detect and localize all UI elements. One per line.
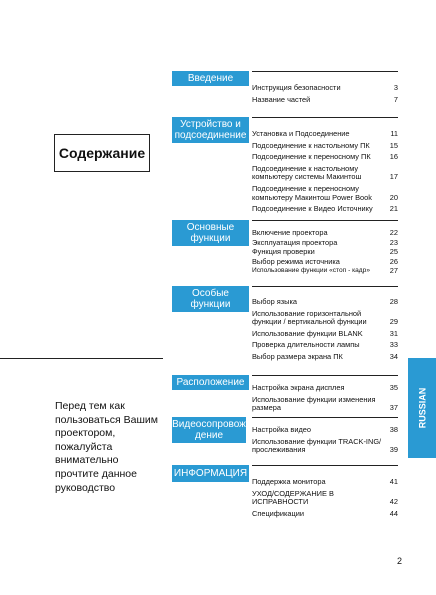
entry-page: 37 <box>389 403 398 413</box>
entry-page: 41 <box>389 477 398 486</box>
entry-page: 21 <box>389 204 398 214</box>
toc-entry[interactable] <box>252 510 398 519</box>
toc-entry[interactable] <box>252 426 398 435</box>
entry-text: Проверка длительности лампы <box>252 340 360 350</box>
intro-text: Перед тем как пользоваться Вашим проектором, пожалуйста внимательно прочтите данное руководство <box>55 400 158 494</box>
entry-text: Эксплуатация проектора <box>252 237 338 247</box>
section-entries <box>252 375 398 416</box>
toc-entry[interactable] <box>252 384 398 393</box>
entry-text: Использование функции TRACK-ING/прослеживания <box>252 436 382 455</box>
section-entries <box>252 220 398 277</box>
entry-text: Спецификации <box>252 508 305 518</box>
entry-page: 28 <box>389 297 398 306</box>
entry-page: 31 <box>389 328 398 338</box>
entry-page: 27 <box>389 266 398 276</box>
entry-text: Подсоединение к переносному компьютеру Макинтош Power Book <box>252 183 372 202</box>
entry-text: Выбор языка <box>252 297 297 306</box>
toc-entry[interactable] <box>252 165 398 182</box>
title-divider <box>0 358 163 359</box>
toc-entry[interactable] <box>252 490 398 507</box>
toc-entry[interactable] <box>252 239 398 248</box>
entry-page: 39 <box>389 445 398 455</box>
section-entries <box>252 71 398 107</box>
entry-page: 16 <box>389 152 398 162</box>
section-entries <box>252 117 398 217</box>
toc-entry[interactable] <box>252 229 398 238</box>
entry-text: Функция проверки <box>252 247 315 257</box>
entry-text: Выбор размера экрана ПК <box>252 351 343 361</box>
section-title: Видеосопровождение <box>172 419 246 441</box>
toc-entry[interactable] <box>252 84 398 93</box>
toc-entry[interactable] <box>252 310 398 327</box>
section-title: ИНФОРМАЦИЯ <box>172 465 249 482</box>
section-title: Расположение <box>172 375 249 390</box>
page-number: 2 <box>397 556 403 566</box>
entry-page: 35 <box>389 383 398 392</box>
toc-entry[interactable] <box>252 353 398 362</box>
entry-text: Подсоединение к настольному компьютеру системы Макинтош <box>252 163 362 182</box>
toc-entry[interactable] <box>252 298 398 307</box>
entry-text: Настройка видео <box>252 425 312 434</box>
entry-text: Включение проектора <box>252 228 328 237</box>
entry-text: Подсоединение к переносному ПК <box>252 152 371 162</box>
entry-page: 23 <box>389 237 398 247</box>
entry-text: Подсоединение к Видео Источнику <box>252 204 373 214</box>
entry-text: Использование функции BLANK <box>252 328 363 338</box>
toc-entry[interactable] <box>252 248 398 257</box>
toc-entry[interactable] <box>252 267 398 276</box>
section-entries <box>252 286 398 365</box>
toc-entry[interactable] <box>252 258 398 267</box>
toc-entry[interactable] <box>252 96 398 105</box>
entry-text: Подсоединение к настольному ПК <box>252 140 370 150</box>
toc-entry[interactable] <box>252 205 398 214</box>
entry-page: 11 <box>390 129 398 138</box>
section-title: Основные функции <box>172 220 249 246</box>
entry-text: Поддержка монитора <box>252 477 326 486</box>
entry-page: 17 <box>389 172 398 182</box>
entry-page: 22 <box>389 228 398 237</box>
toc-entry[interactable] <box>252 330 398 339</box>
entry-text: Инструкция безопасности <box>252 83 341 92</box>
entry-text: Использование функции изменения размера <box>252 394 376 413</box>
entry-page: 25 <box>389 247 398 257</box>
entry-text: УХОД/СОДЕРЖАНИЕ В ИСПРАВНОСТИ <box>252 488 334 507</box>
page-title: Содержание <box>54 134 150 172</box>
entry-page: 38 <box>389 425 398 434</box>
entry-page: 42 <box>389 497 398 507</box>
section-title: Введение <box>172 71 249 86</box>
toc-entry[interactable] <box>252 185 398 202</box>
entry-page: 34 <box>389 351 398 361</box>
entry-text: Использование функции «стоп - кадр» <box>252 267 370 275</box>
section-entries <box>252 465 398 521</box>
entry-text: Установка и Подсоединение <box>252 129 350 138</box>
section-title: Особые функции <box>172 286 249 312</box>
entry-text: Выбор режима источника <box>252 256 340 266</box>
toc-entry[interactable] <box>252 153 398 162</box>
entry-page: 7 <box>393 94 398 104</box>
section-title: Устройство и подсоединение <box>172 117 249 143</box>
entry-page: 44 <box>389 508 398 518</box>
entry-text: Использование горизонтальной функции / вертикальной функции <box>252 308 367 327</box>
entry-page: 26 <box>389 256 398 266</box>
entry-page: 20 <box>389 192 398 202</box>
toc-entry[interactable] <box>252 142 398 151</box>
toc-entry[interactable] <box>252 396 398 413</box>
entry-text: Название частей <box>252 94 311 104</box>
language-tab-label: RUSSIAN <box>417 387 428 429</box>
entry-page: 15 <box>389 140 398 150</box>
entry-page: 33 <box>389 340 398 350</box>
entry-page: 3 <box>393 83 398 92</box>
language-tab[interactable] <box>408 358 436 458</box>
section-entries <box>252 417 398 458</box>
entry-page: 29 <box>389 317 398 327</box>
toc-entry[interactable] <box>252 438 398 455</box>
toc-entry[interactable] <box>252 341 398 350</box>
entry-text: Настройка экрана дисплея <box>252 383 345 392</box>
toc-entry[interactable] <box>252 130 398 139</box>
toc-entry[interactable] <box>252 478 398 487</box>
